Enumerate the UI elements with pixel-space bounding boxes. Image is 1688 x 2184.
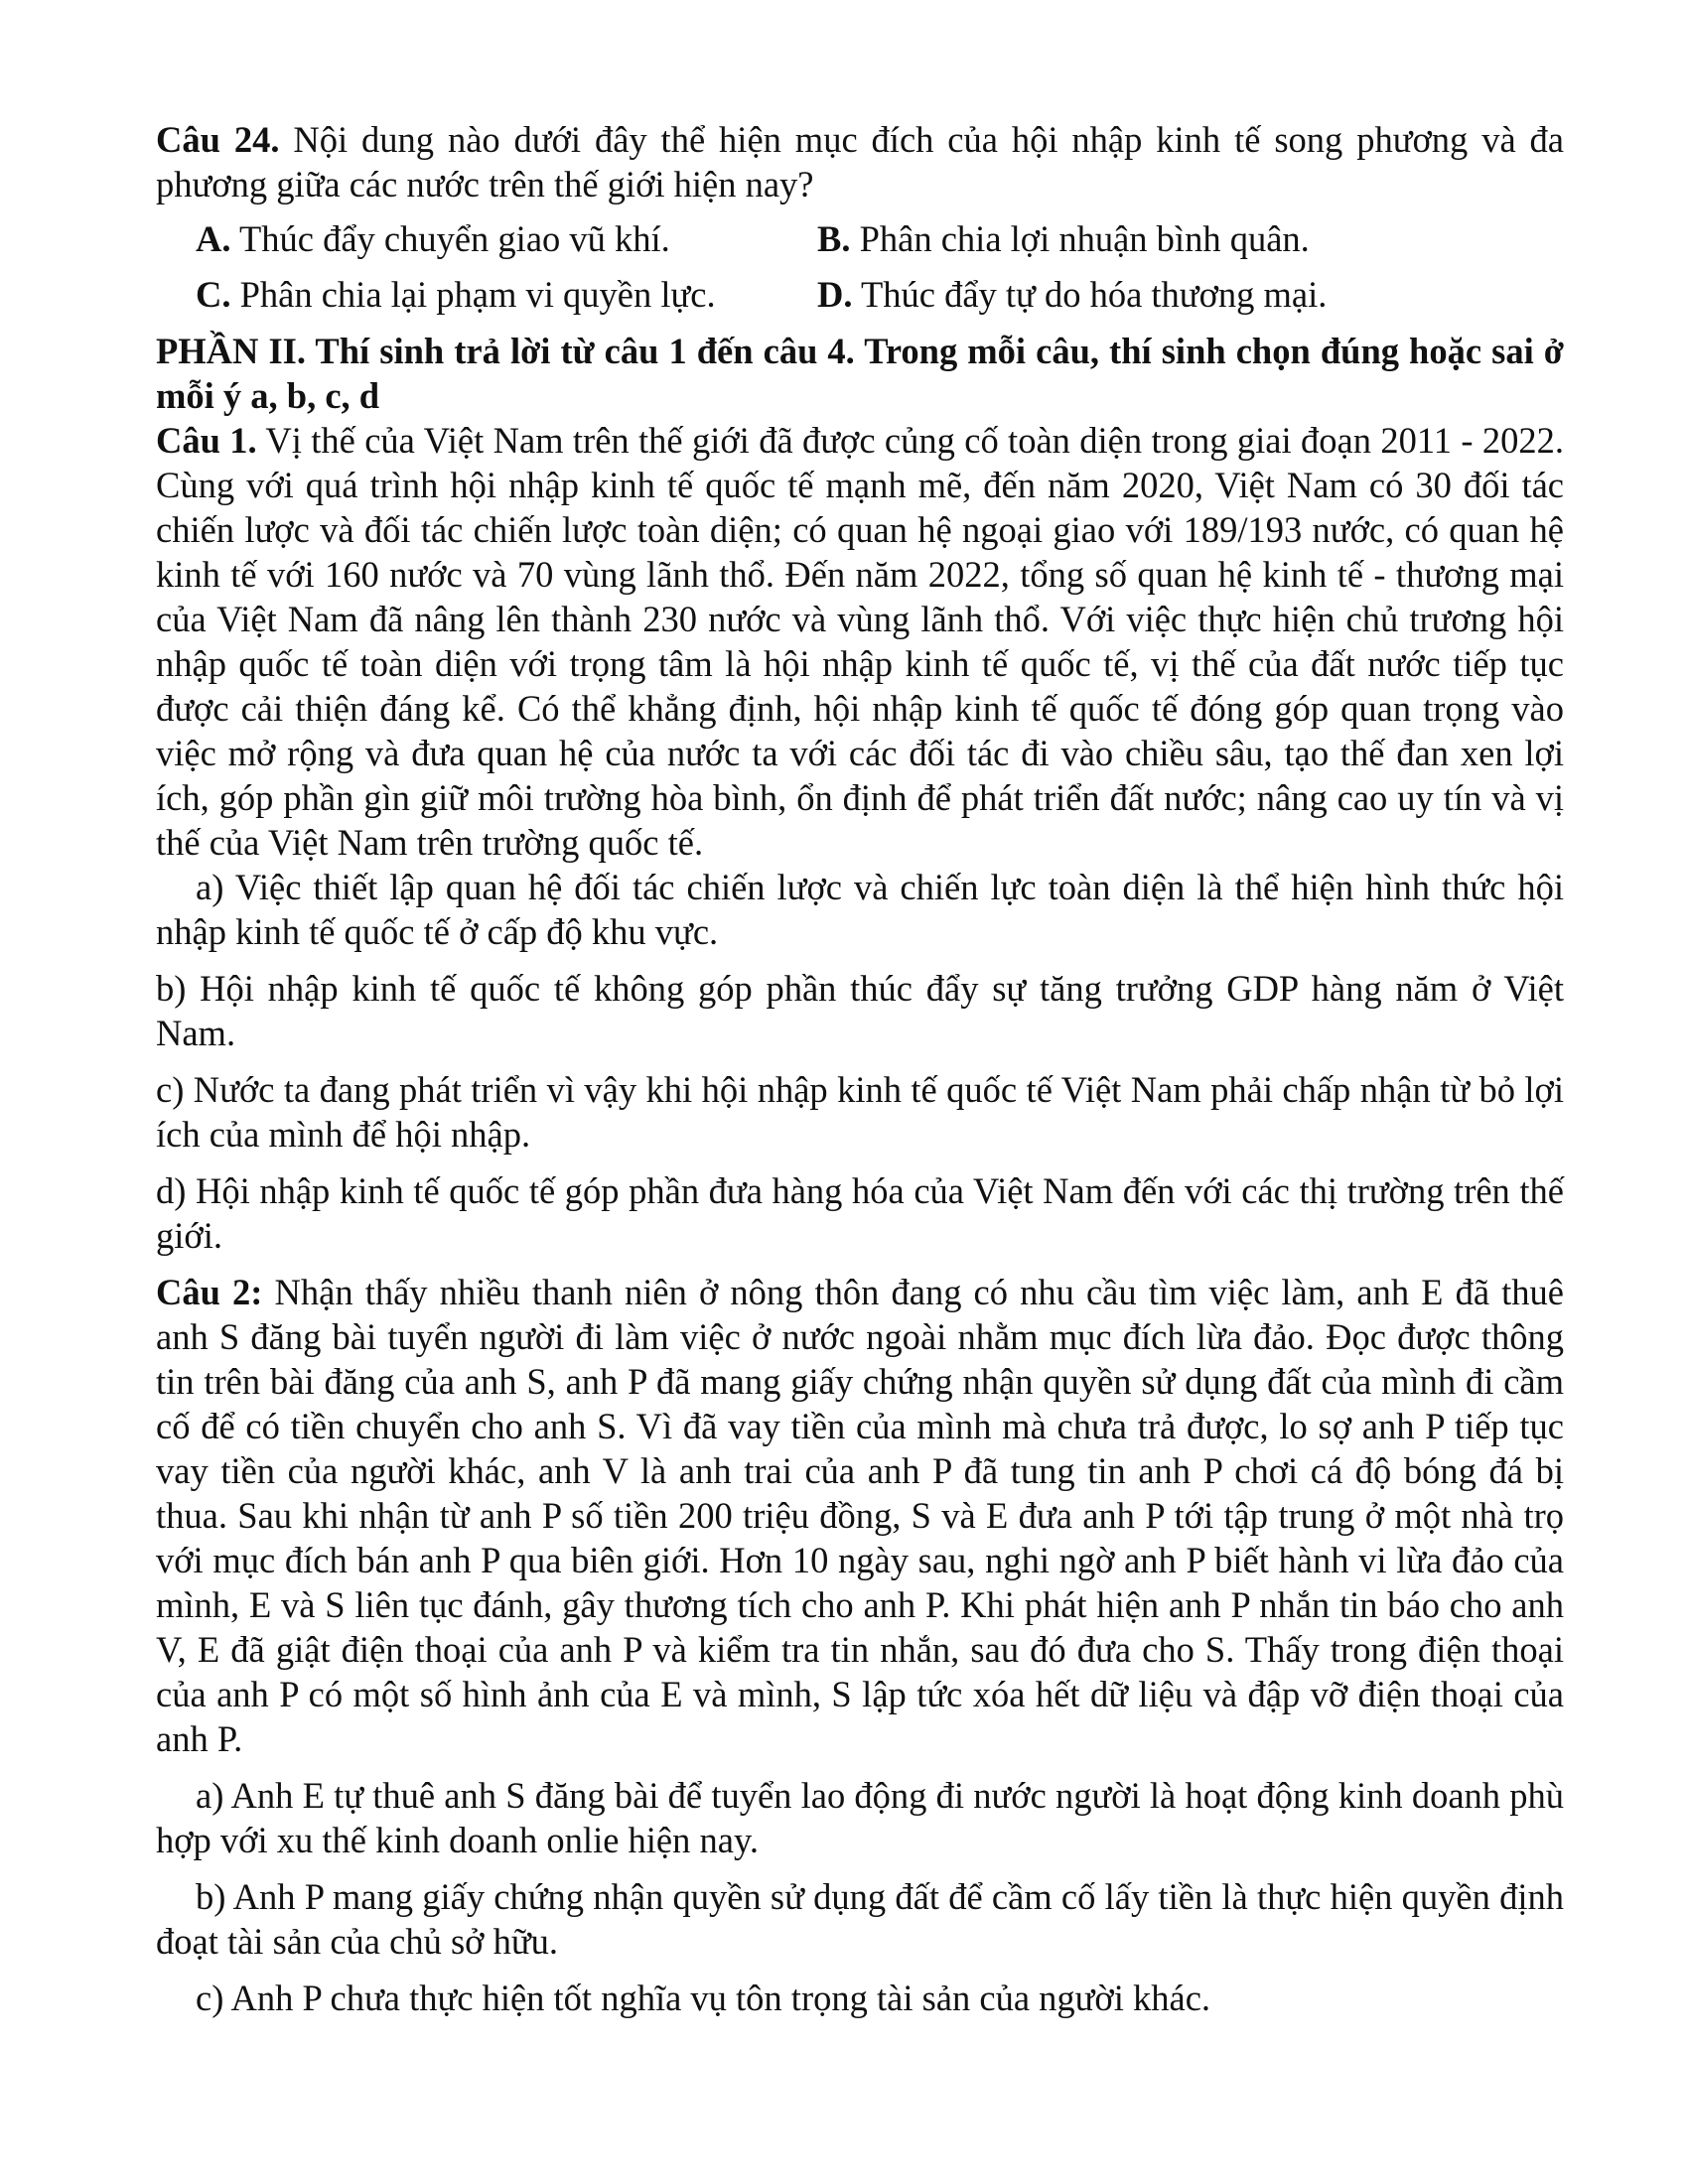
question-1 (156, 418, 1564, 865)
option-a (156, 216, 817, 261)
option-d (817, 272, 1478, 317)
q1-statement-d: d) Hội nhập kinh tế quốc tế góp phần đưa hàng hóa của Việt Nam đến với các thị trường trên thế giới. (156, 1170, 1564, 1256)
options-row-1 (156, 216, 1564, 261)
option-text: Phân chia lợi nhuận bình quân. (859, 218, 1310, 259)
option-c (156, 272, 817, 317)
q2-statement-b: b) Anh P mang giấy chứng nhận quyền sử dụng đất để cầm cố lấy tiền là thực hiện quyền định đoạt tài sản của chủ sở hữu. (156, 1876, 1564, 1962)
option-letter: C. (196, 274, 231, 315)
question-text: Nội dung nào dưới đây thể hiện mục đích của hội nhập kinh tế song phương và đa phương giữa các nước trên thế giới hiện nay? (156, 119, 1565, 205)
q1-statement-c: c) Nước ta đang phát triển vì vậy khi hội nhập kinh tế quốc tế Việt Nam phải chấp nhận từ bỏ lợi ích của mình để hội nhập. (156, 1069, 1564, 1155)
q2-statement-a: a) Anh E tự thuê anh S đăng bài để tuyển lao động đi nước người là hoạt động kinh doanh phù hợp với xu thế kinh doanh onlie hiện nay. (156, 1775, 1564, 1860)
question-label: Câu 2: (156, 1272, 263, 1312)
question-text: Vị thế của Việt Nam trên thế giới đã được củng cố toàn diện trong giai đoạn 2011 - 2022. Cùng với quá trình hội nhập kinh tế quốc tế mạnh mẽ, đến năm 2020, Việt Nam có 30 đối tác chiến lược và đối tác chiến lược toàn diện; có quan hệ ngoại giao với 189/193 nước, có quan hệ kinh tế với 160 nước và 70 vùng lãnh thổ. Đến năm 2022, tổng số quan hệ kinh tế - thương mại của Việt Nam đã nâng lên thành 230 nước và vùng lãnh thổ. Với việc thực hiện chủ trương hội nhập quốc tế toàn diện với trọng tâm là hội nhập kinh tế quốc tế, vị thế của đất nước tiếp tục được cải thiện đáng kể. Có thể khẳng định, hội nhập kinh tế quốc tế đóng góp quan trọng vào việc mở rộng và đưa quan hệ của nước ta với các đối tác đi vào chiều sâu, tạo thế đan xen lợi ích, góp phần gìn giữ môi trường hòa bình, ổn định để phát triển đất nước; nâng cao uy tín và vị thế của Việt Nam trên trường quốc tế. (156, 420, 1564, 863)
options-row-2 (156, 272, 1564, 317)
option-text: Phân chia lại phạm vi quyền lực. (239, 274, 716, 315)
option-b (817, 216, 1478, 261)
option-letter: D. (817, 274, 853, 315)
question-24 (156, 117, 1564, 206)
part-2-heading: PHẦN II. Thí sinh trả lời từ câu 1 đến câu 4. Trong mỗi câu, thí sinh chọn đúng hoặc sai ở mỗi ý a, b, c, d (156, 331, 1564, 416)
question-label: Câu 24. (156, 119, 280, 160)
q2-statement-c: c) Anh P chưa thực hiện tốt nghĩa vụ tôn trọng tài sản của người khác. (196, 1978, 1211, 2018)
option-letter: B. (817, 218, 851, 259)
option-letter: A. (196, 218, 231, 259)
question-label: Câu 1. (156, 420, 257, 461)
question-2 (156, 1270, 1564, 1761)
q1-statement-a: a) Việc thiết lập quan hệ đối tác chiến lược và chiến lực toàn diện là thể hiện hình thức hội nhập kinh tế quốc tế ở cấp độ khu vực. (156, 867, 1564, 952)
option-text: Thúc đẩy tự do hóa thương mại. (860, 274, 1328, 315)
option-text: Thúc đẩy chuyển giao vũ khí. (238, 218, 670, 259)
q1-statement-b: b) Hội nhập kinh tế quốc tế không góp phần thúc đẩy sự tăng trưởng GDP hàng năm ở Việt Nam. (156, 968, 1564, 1053)
exam-page (156, 117, 1564, 2020)
question-text: Nhận thấy nhiều thanh niên ở nông thôn đang có nhu cầu tìm việc làm, anh E đã thuê anh S đăng bài tuyển người đi làm việc ở nước ngoài nhằm mục đích lừa đảo. Đọc được thông tin trên bài đăng của anh S, anh P đã mang giấy chứng nhận quyền sử dụng đất của mình đi cầm cố để có tiền chuyển cho anh S. Vì đã vay tiền của mình mà chưa trả được, lo sợ anh P tiếp tục vay tiền của người khác, anh V là anh trai của anh P đã tung tin anh P chơi cá độ bóng đá bị thua. Sau khi nhận từ anh P số tiền 200 triệu đồng, S và E đưa anh P tới tập trung ở một nhà trọ với mục đích bán anh P qua biên giới. Hơn 10 ngày sau, nghi ngờ anh P biết hành vi lừa đảo của mình, E và S liên tục đánh, gây thương tích cho anh P. Khi phát hiện anh P nhắn tin báo cho anh V, E đã giật điện thoại của anh P và kiểm tra tin nhắn, sau đó đưa cho S. Thấy trong điện thoại của anh P có một số hình ảnh của E và mình, S lập tức xóa hết dữ liệu và đập vỡ điện thoại của anh P. (156, 1272, 1564, 1759)
